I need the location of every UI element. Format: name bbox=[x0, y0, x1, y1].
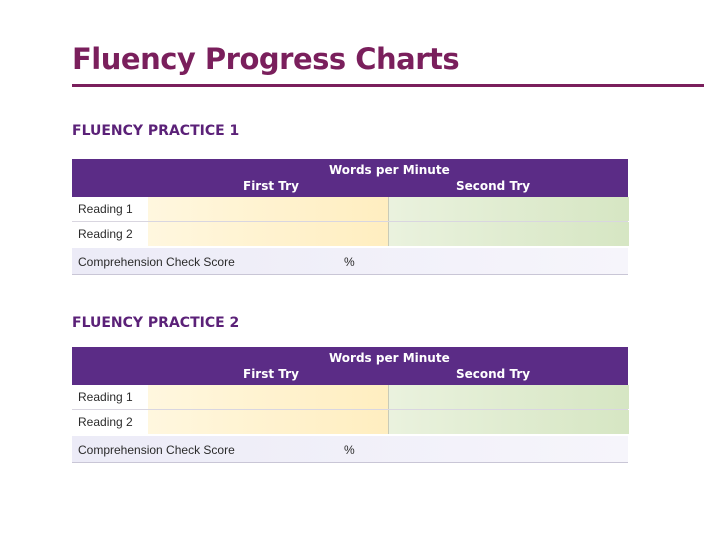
second-try-cell[interactable] bbox=[388, 197, 629, 221]
table-row-reading-2 bbox=[72, 222, 628, 246]
fluency-chart-1 bbox=[72, 159, 628, 275]
first-try-cell[interactable] bbox=[148, 385, 388, 409]
chart-header bbox=[72, 159, 628, 197]
first-try-cell[interactable] bbox=[148, 410, 388, 434]
first-try-cell[interactable] bbox=[148, 197, 388, 221]
second-try-cell[interactable] bbox=[388, 410, 629, 434]
comprehension-score-row[interactable] bbox=[72, 434, 628, 463]
table-row-reading-1 bbox=[72, 385, 628, 410]
row-label: Reading 2 bbox=[78, 415, 133, 429]
section-heading-practice-1: FLUENCY PRACTICE 1 bbox=[72, 123, 240, 139]
second-try-cell[interactable] bbox=[388, 385, 629, 409]
first-try-header: First Try bbox=[243, 179, 299, 193]
first-try-cell[interactable] bbox=[148, 222, 388, 246]
percent-unit: % bbox=[344, 443, 355, 457]
row-label: Reading 1 bbox=[78, 202, 133, 216]
row-label: Reading 2 bbox=[78, 227, 133, 241]
table-row-reading-1 bbox=[72, 197, 628, 222]
row-label: Reading 1 bbox=[78, 390, 133, 404]
second-try-header: Second Try bbox=[456, 367, 531, 381]
comprehension-score-label: Comprehension Check Score bbox=[78, 255, 235, 269]
section-heading-practice-2: FLUENCY PRACTICE 2 bbox=[72, 315, 240, 331]
comprehension-score-label: Comprehension Check Score bbox=[78, 443, 235, 457]
first-try-header: First Try bbox=[243, 367, 299, 381]
second-try-header: Second Try bbox=[456, 179, 531, 193]
percent-unit: % bbox=[344, 255, 355, 269]
table-row-reading-2 bbox=[72, 410, 628, 434]
page-title: Fluency Progress Charts bbox=[72, 42, 460, 76]
title-rule bbox=[72, 84, 704, 87]
words-per-minute-header: Words per Minute bbox=[329, 351, 450, 365]
second-try-cell[interactable] bbox=[388, 222, 629, 246]
words-per-minute-header: Words per Minute bbox=[329, 163, 450, 177]
comprehension-score-row[interactable] bbox=[72, 246, 628, 275]
fluency-chart-2 bbox=[72, 347, 628, 463]
chart-header bbox=[72, 347, 628, 385]
